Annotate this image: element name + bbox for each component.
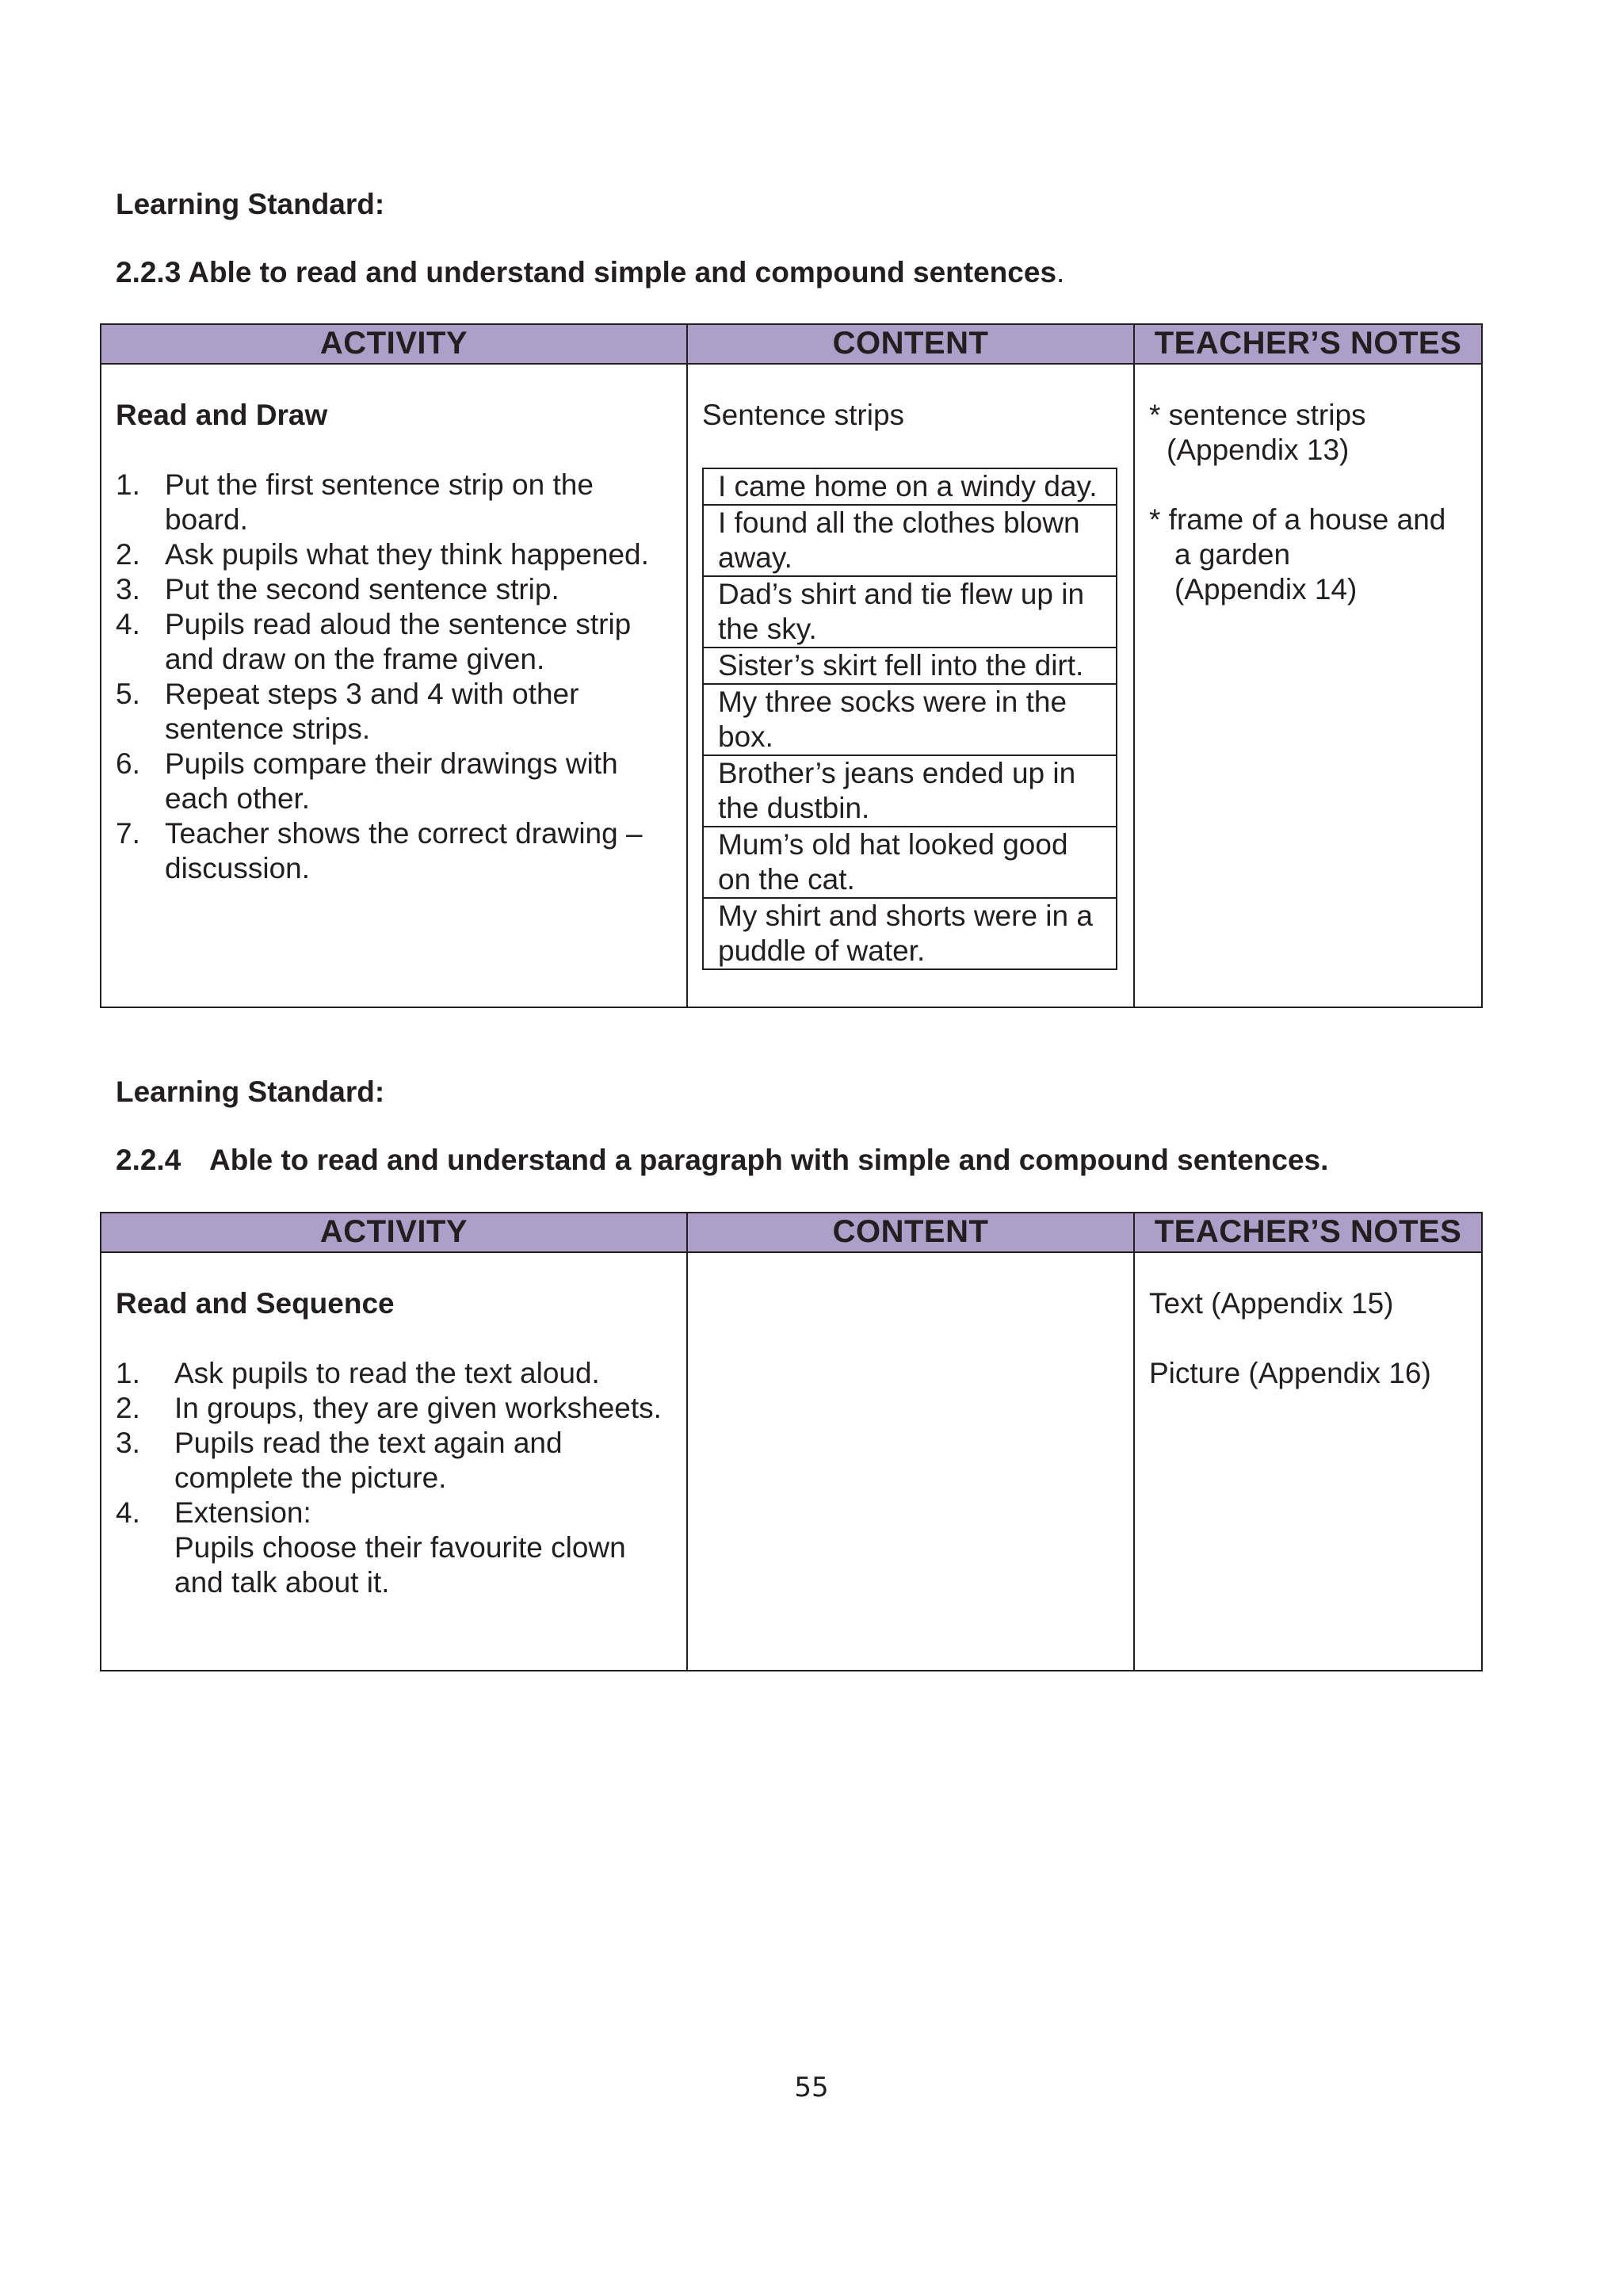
header-content: CONTENT bbox=[687, 1213, 1134, 1252]
list-item: 3. Put the second sentence strip. bbox=[116, 573, 559, 606]
lesson-table-2 bbox=[100, 1212, 1483, 1671]
standard-text-2: Able to read and understand a paragraph with simple and compound sentences. bbox=[209, 1144, 1329, 1176]
sentence-strip: I came home on a windy day. bbox=[703, 468, 1117, 505]
notes-cell bbox=[1134, 364, 1482, 1007]
sentence-strip: My shirt and shorts were in a puddle of water. bbox=[703, 898, 1117, 969]
activity-steps bbox=[116, 468, 672, 886]
standard-text-1: Able to read and understand simple and compound sentences bbox=[188, 256, 1057, 288]
list-item: 7. Teacher shows the correct drawing – discussion. bbox=[116, 817, 643, 884]
table-body-row bbox=[101, 364, 1482, 1007]
learning-standard-title-1 bbox=[116, 255, 1064, 290]
header-content: CONTENT bbox=[687, 324, 1134, 364]
list-item: 2. In groups, they are given worksheets. bbox=[116, 1392, 662, 1424]
activity-cell bbox=[101, 364, 687, 1007]
header-teachers-notes: TEACHER’S NOTES bbox=[1134, 1213, 1482, 1252]
list-item: 4. Extension: Pupils choose their favourite clown and talk about it. bbox=[116, 1496, 626, 1599]
activity-cell bbox=[101, 1252, 687, 1671]
header-activity: ACTIVITY bbox=[101, 324, 687, 364]
header-activity: ACTIVITY bbox=[101, 1213, 687, 1252]
note-item: * sentence strips bbox=[1149, 399, 1366, 431]
header-teachers-notes: TEACHER’S NOTES bbox=[1134, 324, 1482, 364]
page-number: 55 bbox=[794, 2072, 829, 2103]
note-item-continued: (Appendix 13) bbox=[1167, 434, 1350, 466]
content-cell bbox=[687, 364, 1134, 1007]
learning-standard-label-2: Learning Standard: bbox=[116, 1075, 385, 1108]
note-item: Text (Appendix 15) bbox=[1149, 1287, 1394, 1320]
learning-standard-label-1: Learning Standard: bbox=[116, 188, 385, 220]
standard-code-2: 2.2.4 bbox=[116, 1144, 181, 1176]
content-cell bbox=[687, 1252, 1134, 1671]
note-item: Picture (Appendix 16) bbox=[1149, 1357, 1431, 1389]
note-item: * frame of a house and bbox=[1149, 503, 1446, 536]
activity-title: Read and Draw bbox=[116, 399, 328, 431]
content-title: Sentence strips bbox=[702, 399, 905, 431]
list-item: 1. Ask pupils to read the text aloud. bbox=[116, 1357, 600, 1389]
list-item: 4. Pupils read aloud the sentence strip and draw on the frame given. bbox=[116, 608, 632, 675]
standard-code-1: 2.2.3 bbox=[116, 256, 181, 288]
learning-standard-title-2 bbox=[116, 1143, 1328, 1178]
activity-steps bbox=[116, 1356, 672, 1600]
sentence-strip: Sister’s skirt fell into the dirt. bbox=[703, 648, 1117, 684]
sentence-strip: My three socks were in the box. bbox=[703, 684, 1117, 755]
table-body-row bbox=[101, 1252, 1482, 1671]
list-item: 2. Ask pupils what they think happened. bbox=[116, 538, 649, 571]
sentence-strip: Brother’s jeans ended up in the dustbin. bbox=[703, 755, 1117, 827]
list-item: 1. Put the first sentence strip on the board. bbox=[116, 468, 594, 536]
lesson-table-1 bbox=[100, 323, 1483, 1008]
table-header-row bbox=[101, 1213, 1482, 1252]
list-item: 5. Repeat steps 3 and 4 with other sentence strips. bbox=[116, 678, 579, 745]
activity-title: Read and Sequence bbox=[116, 1287, 395, 1320]
sentence-strip: Mum’s old hat looked good on the cat. bbox=[703, 827, 1117, 898]
list-item: 3. Pupils read the text again and complete the picture. bbox=[116, 1427, 563, 1494]
standard-period-1: . bbox=[1056, 256, 1065, 288]
sentence-strips bbox=[702, 468, 1117, 970]
notes-cell bbox=[1134, 1252, 1482, 1671]
note-item-continued: (Appendix 14) bbox=[1174, 573, 1358, 606]
sentence-strip: Dad’s shirt and tie flew up in the sky. bbox=[703, 576, 1117, 648]
list-item: 6. Pupils compare their drawings with each other. bbox=[116, 747, 618, 815]
note-item-continued: a garden bbox=[1174, 538, 1291, 571]
table-header-row bbox=[101, 324, 1482, 364]
sentence-strip: I found all the clothes blown away. bbox=[703, 505, 1117, 576]
